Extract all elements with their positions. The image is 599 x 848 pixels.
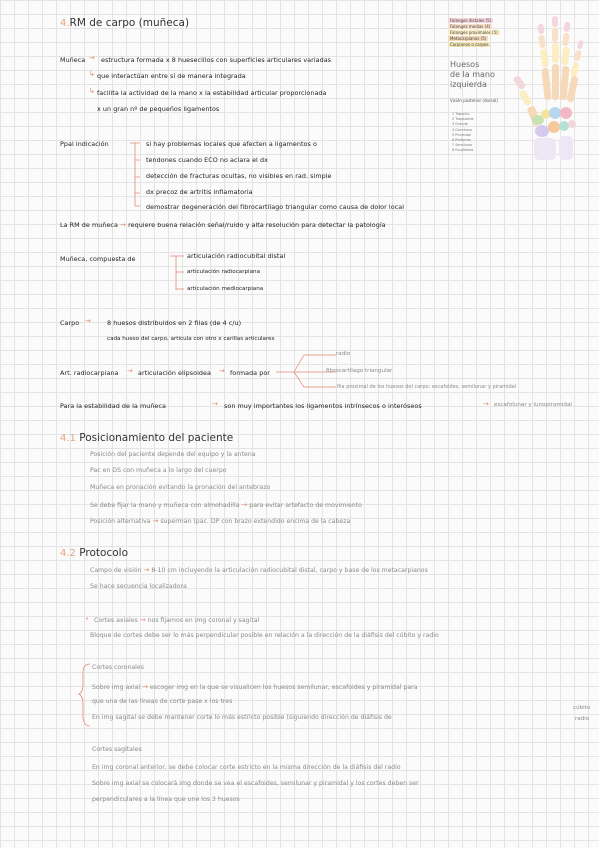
coronales-line-2: que una de las líneas de corte pase x los tres	[92, 698, 233, 705]
radio-label: radio	[575, 716, 590, 722]
section-4-1-heading	[60, 432, 233, 444]
compuesta-item-3: articulación mediocarpiana	[187, 286, 264, 292]
bone-item: 5 Piramidal	[452, 132, 472, 137]
coronales-line-3: En img sagital se debe mantener corte lo más estricto posible (siguiendo dirección de diáfisis de	[92, 714, 392, 721]
pos-line-4a: Se debe fijar la mano y muñeca con almohadilla	[90, 502, 240, 509]
bone-item: 7 Semilunar	[452, 143, 473, 148]
arrow-icon: →	[89, 54, 95, 62]
art-formada: formada por	[230, 369, 270, 377]
pos-line-5a: Posición alternativa	[90, 518, 151, 525]
arrow-icon: →	[143, 566, 150, 574]
legend-item: Carpianos o carpos	[450, 42, 489, 47]
pos-line-3: Muñeca en pronación evitando la pronación del antebrazo	[90, 484, 271, 491]
muneca-line-4: x un gran nº de pequeños ligamentos	[97, 105, 220, 113]
carpo-line-1: 8 huesos distribuidos en 2 filas (de 4 c/u)	[107, 319, 242, 327]
arrow-icon: →	[152, 517, 159, 525]
coronales-line-1	[92, 683, 418, 691]
section-title: Protocolo	[79, 547, 128, 559]
compuesta-label: Muñeca, compuesta de	[60, 255, 136, 263]
campo-line	[90, 566, 428, 574]
axiales-rest: nos fijamos en img coronal y sagital	[147, 617, 260, 624]
ppal-item-4: dx precoz de artritis inflamatoria	[146, 188, 253, 196]
art-item-2: fibrocartílago triangular	[326, 368, 393, 374]
legend-item: Falanges proximales (5)	[450, 30, 498, 35]
cubito-label: cúbito	[573, 705, 591, 711]
pos-line-2: Pac en DS con muñeca a lo largo del cuerpo	[90, 467, 227, 474]
legend-item: Falanges distales (5)	[450, 18, 492, 23]
hand-title-2: de la mano	[450, 70, 495, 79]
section-title: Posicionamiento del paciente	[79, 432, 234, 444]
ppal-item-3: detección de fracturas ocultas, no visibles en rad. simple	[146, 172, 332, 180]
section-4-2-heading	[60, 547, 128, 559]
section-number: 4.2	[60, 548, 76, 559]
legend-item: Metacarpianos (5)	[450, 36, 487, 41]
secuencia-line: Se hace secuencia localizadora	[90, 583, 187, 590]
arrow-icon: →	[212, 400, 218, 408]
cor1a: Sobre img axial	[92, 684, 141, 691]
brace-icon	[78, 658, 92, 730]
pos-line-5b: superman (pac. DP con brazo extendido encima de la cabeza	[160, 518, 351, 525]
hand-title-3: izquierda	[450, 80, 487, 89]
muneca-label: Muñeca	[60, 56, 86, 64]
bone-item: 8 Escafoides	[452, 148, 474, 153]
hand-skeleton-icon	[512, 14, 594, 160]
muneca-line-3: facilita la actividad de la mano x la estabilidad articular proporcionada	[97, 89, 327, 97]
carpo-line-2: cada hueso del carpo, articula con otro x carillas articulares	[107, 336, 275, 342]
bone-item: 6 Pisiforme	[452, 138, 471, 143]
pos-line-4b: para evitar artefacto de movimiento	[249, 502, 362, 509]
arrow-icon: →	[139, 616, 146, 624]
estabilidad-end: escafolunar y lunopiramidal	[494, 402, 572, 408]
bone-item: 2 Trapezoide	[452, 117, 474, 122]
art-mid: articulación elipsoidea	[138, 369, 211, 377]
hand-bones-figure	[446, 14, 594, 160]
hand-bone-list	[452, 112, 474, 154]
muneca-line-2: que interactúan entre sí de manera integrada	[97, 72, 246, 80]
art-label: Art. radiocarpiana	[60, 369, 119, 377]
campo-label: Campo de visión	[90, 567, 142, 574]
coronales-label: Cortes coronales	[92, 664, 144, 671]
sagitales-line-1: En img coronal anterior, se debe colocar corte estricto en la misma dirección de la diáfisis del radio	[92, 764, 401, 771]
title-number: 4.	[60, 18, 70, 29]
bracket-icon	[168, 252, 186, 294]
pos-line-5	[90, 517, 350, 525]
axiales-line	[94, 616, 259, 624]
arrow-icon: →	[127, 367, 133, 375]
estabilidad-mid: son muy importantes los ligamentos intrínsecos o interóseos	[224, 402, 422, 410]
ppal-item-2: tendones cuando ECO no aclara el dx	[146, 156, 268, 164]
page-title	[60, 17, 189, 29]
section-number: 4.1	[60, 433, 76, 444]
rm-left: La RM de muñeca	[60, 221, 118, 229]
axiales-label: Cortes axiales	[94, 617, 138, 624]
ppal-label: Ppal indicación	[60, 140, 109, 148]
pos-line-4	[90, 501, 362, 509]
rm-line	[60, 221, 386, 229]
sagitales-line-2: Sobre img axial se colocará img donde se vea el escafoides, semilunar y piramidal y los cortes deben ser	[92, 780, 419, 787]
hand-title-1: Huesos	[450, 60, 480, 69]
arrow-icon: →	[120, 221, 126, 229]
muneca-line-1: estructura formada x 8 huesecillos con superficies articulares variadas	[101, 56, 332, 64]
bullet-icon: •	[85, 615, 90, 623]
ppal-item-1: si hay problemas locales que afecten a ligamentos o	[146, 140, 317, 148]
art-item-3: fila proximal de los huesos del carpo: escafoides, semilunar y piramidal	[337, 384, 517, 390]
bloque-line: Bloque de cortes debe ser lo más perpendicular posible en relación a la dirección de la diáfisis del cúbito y radio	[90, 632, 439, 639]
compuesta-item-1: articulación radiocubital distal	[187, 252, 286, 260]
art-item-1: radio	[336, 351, 351, 357]
bone-item: 3 Grande	[452, 122, 468, 127]
arrow-icon: →	[241, 501, 248, 509]
compuesta-item-2: articulación radiocarpiana	[187, 269, 261, 275]
arrow-icon: →	[219, 367, 225, 375]
arrow-icon: →	[142, 683, 148, 691]
estabilidad-text: Para la estabilidad de la muñeca	[60, 402, 166, 410]
bone-item: 1 Trapecio	[452, 112, 470, 116]
title-text: RM de carpo (muñeca)	[69, 17, 190, 29]
sagitales-line-3: perpendiculares a la línea que une los 3 huesos	[92, 796, 240, 803]
ppal-item-5: demostrar degeneración del fibrocartílago triangular como causa de dolor local	[146, 203, 405, 211]
hand-subtitle: Visión posterior (dorsal)	[450, 98, 498, 103]
arrow-icon: ↳	[89, 87, 95, 95]
carpo-label: Carpo	[60, 319, 80, 327]
arrow-icon: ↳	[89, 70, 95, 78]
arrow-icon: →	[483, 400, 489, 408]
bone-item: 4 Ganchoso	[452, 127, 473, 132]
sagitales-label: Cortes sagitales	[92, 746, 142, 753]
arrow-icon: →	[85, 317, 91, 325]
campo-rest: 8-10 cm incluyendo la articulación radiocubital distal, carpo y base de los metacarpianos	[151, 567, 428, 574]
rm-right: requiere buena relación señal/ruido y alta resolución para detectar la patología	[128, 221, 386, 229]
bracket-icon	[128, 140, 144, 210]
pos-line-1: Posición del paciente depende del equipo y la antena	[90, 451, 256, 458]
cor1b: escoger img en la que se visualicen los huesos semilunar, escafoides y piramidal para	[149, 684, 418, 691]
legend-item: Falanges medias (4)	[450, 24, 491, 29]
